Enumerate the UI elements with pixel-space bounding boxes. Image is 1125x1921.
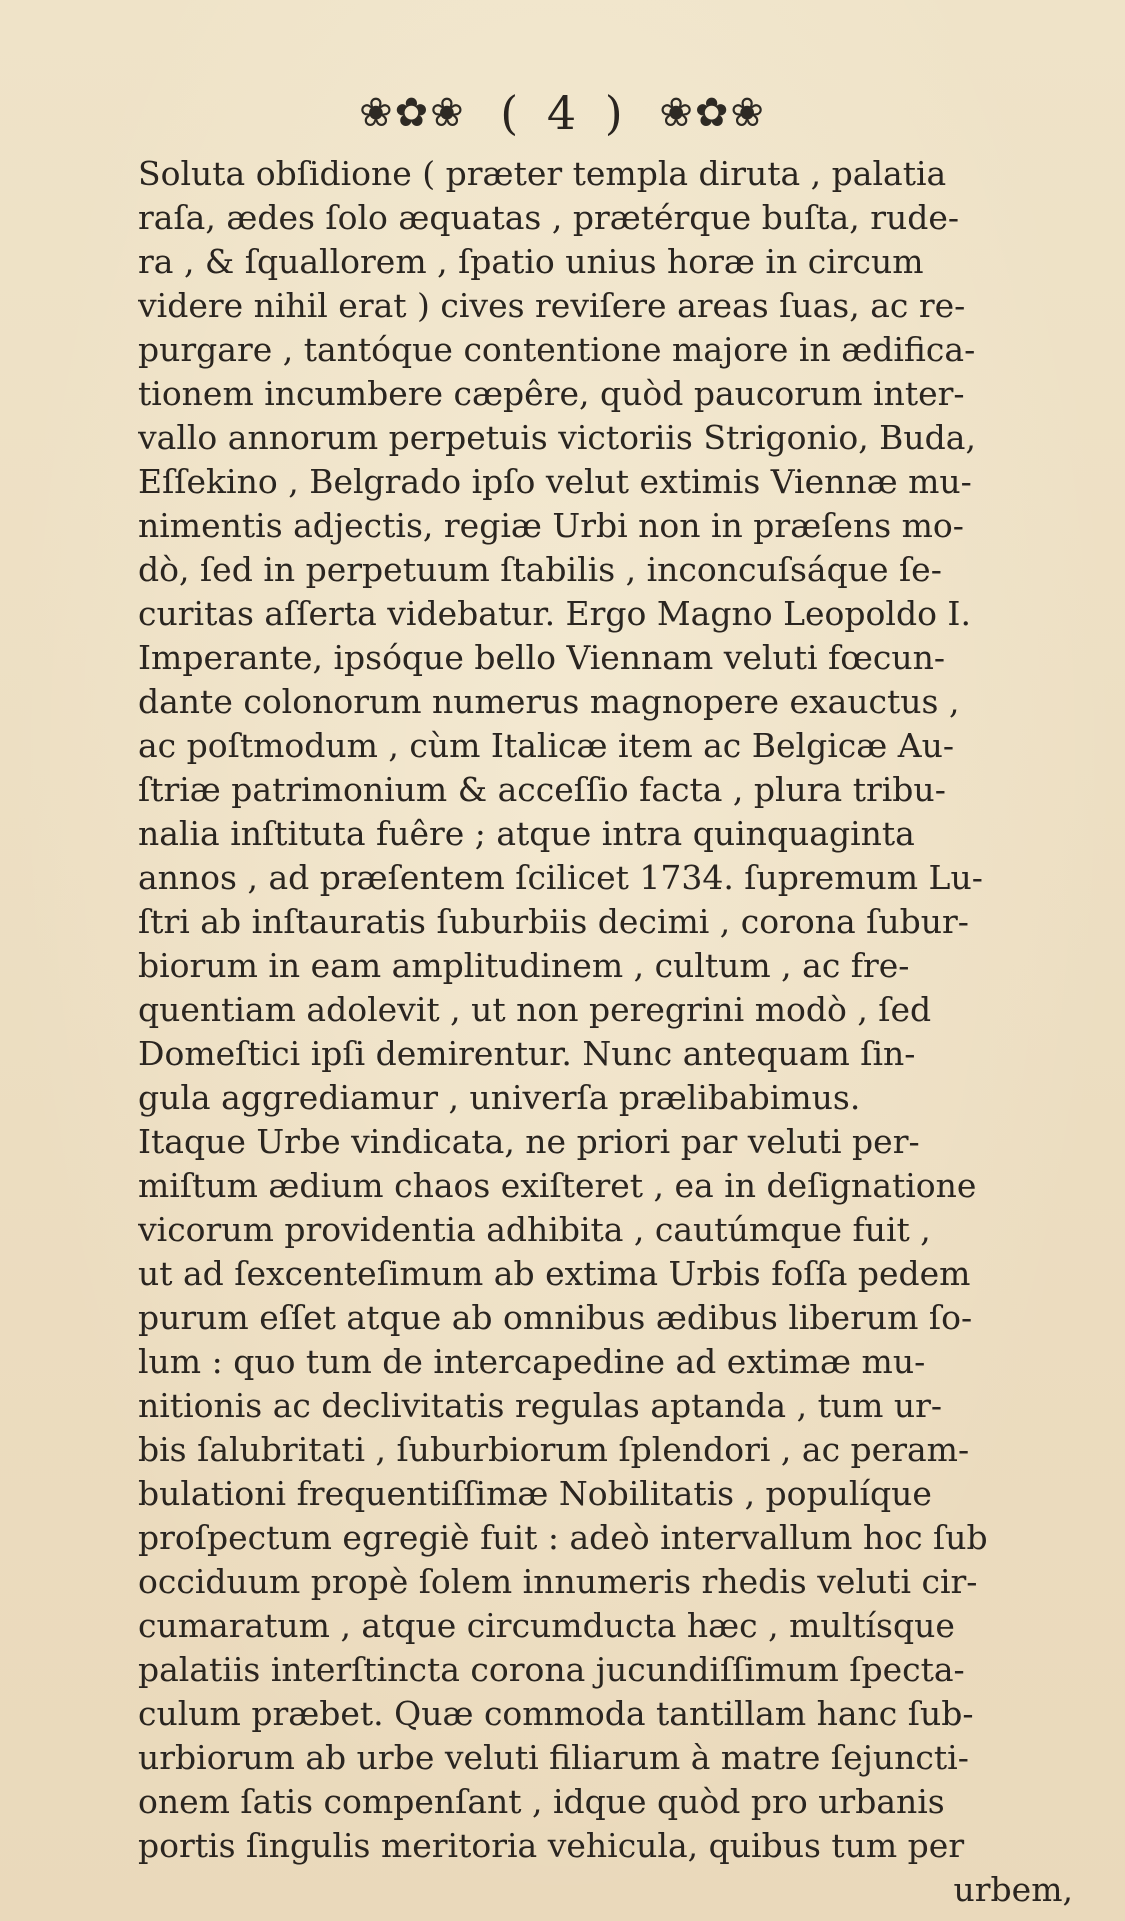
header-ornament-left: ❀✿❀ <box>359 90 466 136</box>
text-line: bulationi frequentiſſimæ Nobilitatis , populíque <box>138 1474 932 1513</box>
text-line: biorum in eam amplitudinem , cultum , ac fre- <box>138 946 910 985</box>
text-line: vallo annorum perpetuis victoriis Strigonio, Buda, <box>138 418 976 457</box>
text-line: raſa, ædes ſolo æquatas , prætérque buſta, rude- <box>138 198 960 237</box>
text-line: proſpectum egregiè fuit : adeò intervallum hoc ſub <box>138 1518 988 1557</box>
header-open-paren: ( <box>500 86 521 140</box>
text-line: urbiorum ab urbe veluti filiarum à matre ſejuncti- <box>138 1738 969 1777</box>
text-line: tionem incumbere cæpêre, quòd paucorum inter- <box>138 374 965 413</box>
catchword: urbem, <box>953 1870 1073 1909</box>
text-line: dò, ſed in perpetuum ſtabilis , inconcuſsáque ſe- <box>138 550 942 589</box>
text-line: bis ſalubritati , ſuburbiorum ſplendori , ac peram- <box>138 1430 970 1469</box>
text-line: nalia inſtituta fuêre ; atque intra quinquaginta <box>138 814 915 853</box>
text-line: curitas aſſerta videbatur. Ergo Magno Leopoldo I. <box>138 594 971 633</box>
text-line: purgare , tantóque contentione majore in ædifica- <box>138 330 976 369</box>
text-line: palatiis interſtincta corona jucundiſſimum ſpecta- <box>138 1650 965 1689</box>
text-line: videre nihil erat ) cives reviſere areas ſuas, ac re- <box>138 286 966 325</box>
text-line: portis ſingulis meritoria vehicula, quibus tum per <box>138 1826 965 1865</box>
header-ornament-right: ❀✿❀ <box>659 90 766 136</box>
page-header <box>0 78 1125 144</box>
text-line: Soluta obſidione ( præter templa diruta , palatia <box>138 154 947 193</box>
header-close-paren: ) <box>604 86 625 140</box>
text-line: annos , ad præſentem ſcilicet 1734. ſupremum Lu- <box>138 858 983 897</box>
text-line: nitionis ac declivitatis regulas aptanda , tum ur- <box>138 1386 943 1425</box>
text-line: nimentis adjectis, regiæ Urbi non in præſens mo- <box>138 506 964 545</box>
text-line: lum : quo tum de intercapedine ad extimæ mu- <box>138 1342 926 1381</box>
text-line: miſtum ædium chaos exiſteret , ea in deſignatione <box>138 1166 977 1205</box>
text-line: ac poſtmodum , cùm Italicæ item ac Belgicæ Au- <box>138 726 955 765</box>
text-line: culum præbet. Quæ commoda tantillam hanc ſub- <box>138 1694 974 1733</box>
text-line: Eſſekino , Belgrado ipſo velut extimis Viennæ mu- <box>138 462 972 501</box>
text-line: occiduum propè ſolem innumeris rhedis veluti cir- <box>138 1562 978 1601</box>
text-line: onem ſatis compenſant , idque quòd pro urbanis <box>138 1782 945 1821</box>
text-line: dante colonorum numerus magnopere exauctus , <box>138 682 960 721</box>
page-number: 4 <box>546 86 579 140</box>
text-line: Imperante, ipsóque bello Viennam veluti fœcun- <box>138 638 946 677</box>
text-line: gula aggrediamur , univerſa prælibabimus. <box>138 1078 861 1117</box>
text-line: Itaque Urbe vindicata, ne priori par veluti per- <box>138 1122 920 1161</box>
text-line: purum eſſet atque ab omnibus ædibus liberum ſo- <box>138 1298 973 1337</box>
text-line: ſtriæ patrimonium & acceſſio facta , plura tribu- <box>138 770 946 809</box>
text-line: Domeſtici ipſi demirentur. Nunc antequam ſin- <box>138 1034 916 1073</box>
text-line: ra , & ſquallorem , ſpatio unius horæ in circum <box>138 242 924 281</box>
text-line: vicorum providentia adhibita , cautúmque fuit , <box>138 1210 931 1249</box>
text-line: cumaratum , atque circumducta hæc , multísque <box>138 1606 955 1645</box>
text-line: ut ad ſexcenteſimum ab extima Urbis foſſa pedem <box>138 1254 971 1293</box>
text-line: quentiam adolevit , ut non peregrini modò , ſed <box>138 990 932 1029</box>
text-line: ſtri ab inſtauratis ſuburbiis decimi , corona ſubur- <box>138 902 969 941</box>
body-text <box>138 152 1073 1912</box>
